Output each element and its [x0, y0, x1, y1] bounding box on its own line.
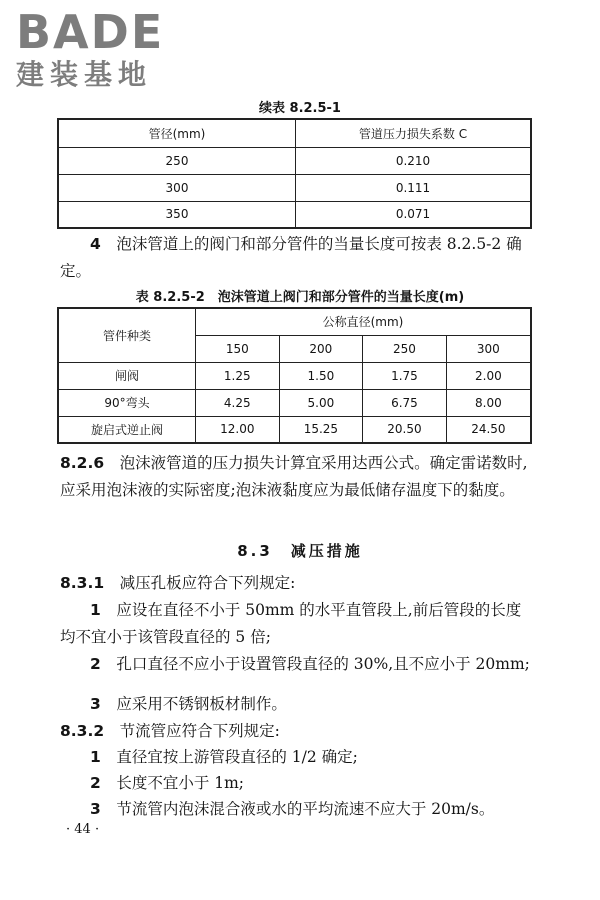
table2-cell: 1.75	[363, 362, 447, 389]
item-text: 孔口直径不应小于设置管段直径的 30%,且不应小于 20mm;	[116, 655, 530, 673]
table2-header-diameter: 150	[196, 335, 280, 362]
logo-subtitle: 建装基地	[16, 58, 153, 91]
section-title: 8.3 减压措施	[237, 542, 363, 560]
table2-row-name: 90°弯头	[58, 389, 196, 416]
table2-cell: 15.25	[279, 416, 363, 443]
table2-header-diameter: 250	[363, 335, 447, 362]
clause-number: 8.3.1	[60, 574, 105, 592]
item-number: 4	[90, 235, 101, 253]
item-number: 3	[90, 695, 101, 713]
table2-header-diameter: 200	[279, 335, 363, 362]
table2-cell: 8.00	[446, 389, 531, 416]
item-number: 1	[90, 748, 101, 766]
item-text: 泡沫管道上的阀门和部分管件的当量长度可按表 8.2.5-2 确定。	[60, 235, 522, 280]
table2-cell: 6.75	[363, 389, 447, 416]
table2-cell: 1.25	[196, 362, 280, 389]
table2-header-type: 管件种类	[58, 308, 196, 362]
clause-text: 节流管应符合下列规定:	[119, 722, 280, 740]
table2	[57, 307, 532, 444]
table2-caption: 表 8.2.5-2 泡沫管道上阀门和部分管件的当量长度(m)	[135, 290, 465, 305]
table1	[57, 118, 532, 229]
table1-cell: 0.111	[296, 174, 532, 201]
clause-number: 8.3.2	[60, 722, 105, 740]
item-text: 节流管内泡沫混合液或水的平均流速不应大于 20m/s。	[116, 800, 495, 818]
table1-cell: 250	[58, 147, 296, 174]
item-number: 2	[90, 774, 101, 792]
page-number: · 44 ·	[66, 822, 100, 837]
table2-cell: 5.00	[279, 389, 363, 416]
table2-cell: 12.00	[196, 416, 280, 443]
clause-8-3-1-item-2	[60, 651, 534, 678]
table2-cell: 4.25	[196, 389, 280, 416]
table1-cell: 300	[58, 174, 296, 201]
para-item-4	[60, 231, 534, 285]
table2-cell: 2.00	[446, 362, 531, 389]
table1-header-diameter: 管径(mm)	[58, 119, 296, 147]
table2-cell: 24.50	[446, 416, 531, 443]
table2-header-group: 公称直径(mm)	[196, 308, 532, 335]
clause-8-3-1-item-3	[60, 691, 534, 718]
table1-cell: 0.210	[296, 147, 532, 174]
table1-cell: 350	[58, 201, 296, 228]
clause-8-3-1	[60, 570, 534, 597]
table2-row-name: 闸阀	[58, 362, 196, 389]
item-text: 直径宜按上游管段直径的 1/2 确定;	[116, 748, 358, 766]
table1-cell: 0.071	[296, 201, 532, 228]
clause-8-3-2-item-2	[60, 770, 534, 797]
clause-number: 8.2.6	[60, 454, 105, 472]
item-text: 应采用不锈钢板材制作。	[116, 695, 287, 713]
item-text: 长度不宜小于 1m;	[116, 774, 245, 792]
clause-text: 泡沫液管道的压力损失计算宜采用达西公式。确定雷诺数时,应采用泡沫液的实际密度;泡沫液黏度应为最低储存温度下的黏度。	[60, 454, 528, 499]
logo-wordmark: BADE	[16, 5, 165, 59]
table2-cell: 20.50	[363, 416, 447, 443]
clause-8-3-2-item-1	[60, 744, 534, 771]
bade-logo	[16, 5, 176, 92]
item-number: 1	[90, 601, 101, 619]
table2-cell: 1.50	[279, 362, 363, 389]
clause-8-3-2	[60, 718, 534, 745]
item-number: 3	[90, 800, 101, 818]
table2-row-name: 旋启式逆止阀	[58, 416, 196, 443]
table2-header-diameter: 300	[446, 335, 531, 362]
item-number: 2	[90, 655, 101, 673]
clause-8-3-1-item-1	[60, 597, 534, 651]
table1-header-coefficient: 管道压力损失系数 C	[296, 119, 532, 147]
clause-8-2-6	[60, 450, 534, 504]
table1-caption: 续表 8.2.5-1	[259, 101, 341, 116]
clause-text: 减压孔板应符合下列规定:	[119, 574, 296, 592]
clause-8-3-2-item-3	[60, 796, 534, 823]
item-text: 应设在直径不小于 50mm 的水平直管段上,前后管段的长度均不宜小于该管段直径的 5 倍;	[60, 601, 522, 646]
